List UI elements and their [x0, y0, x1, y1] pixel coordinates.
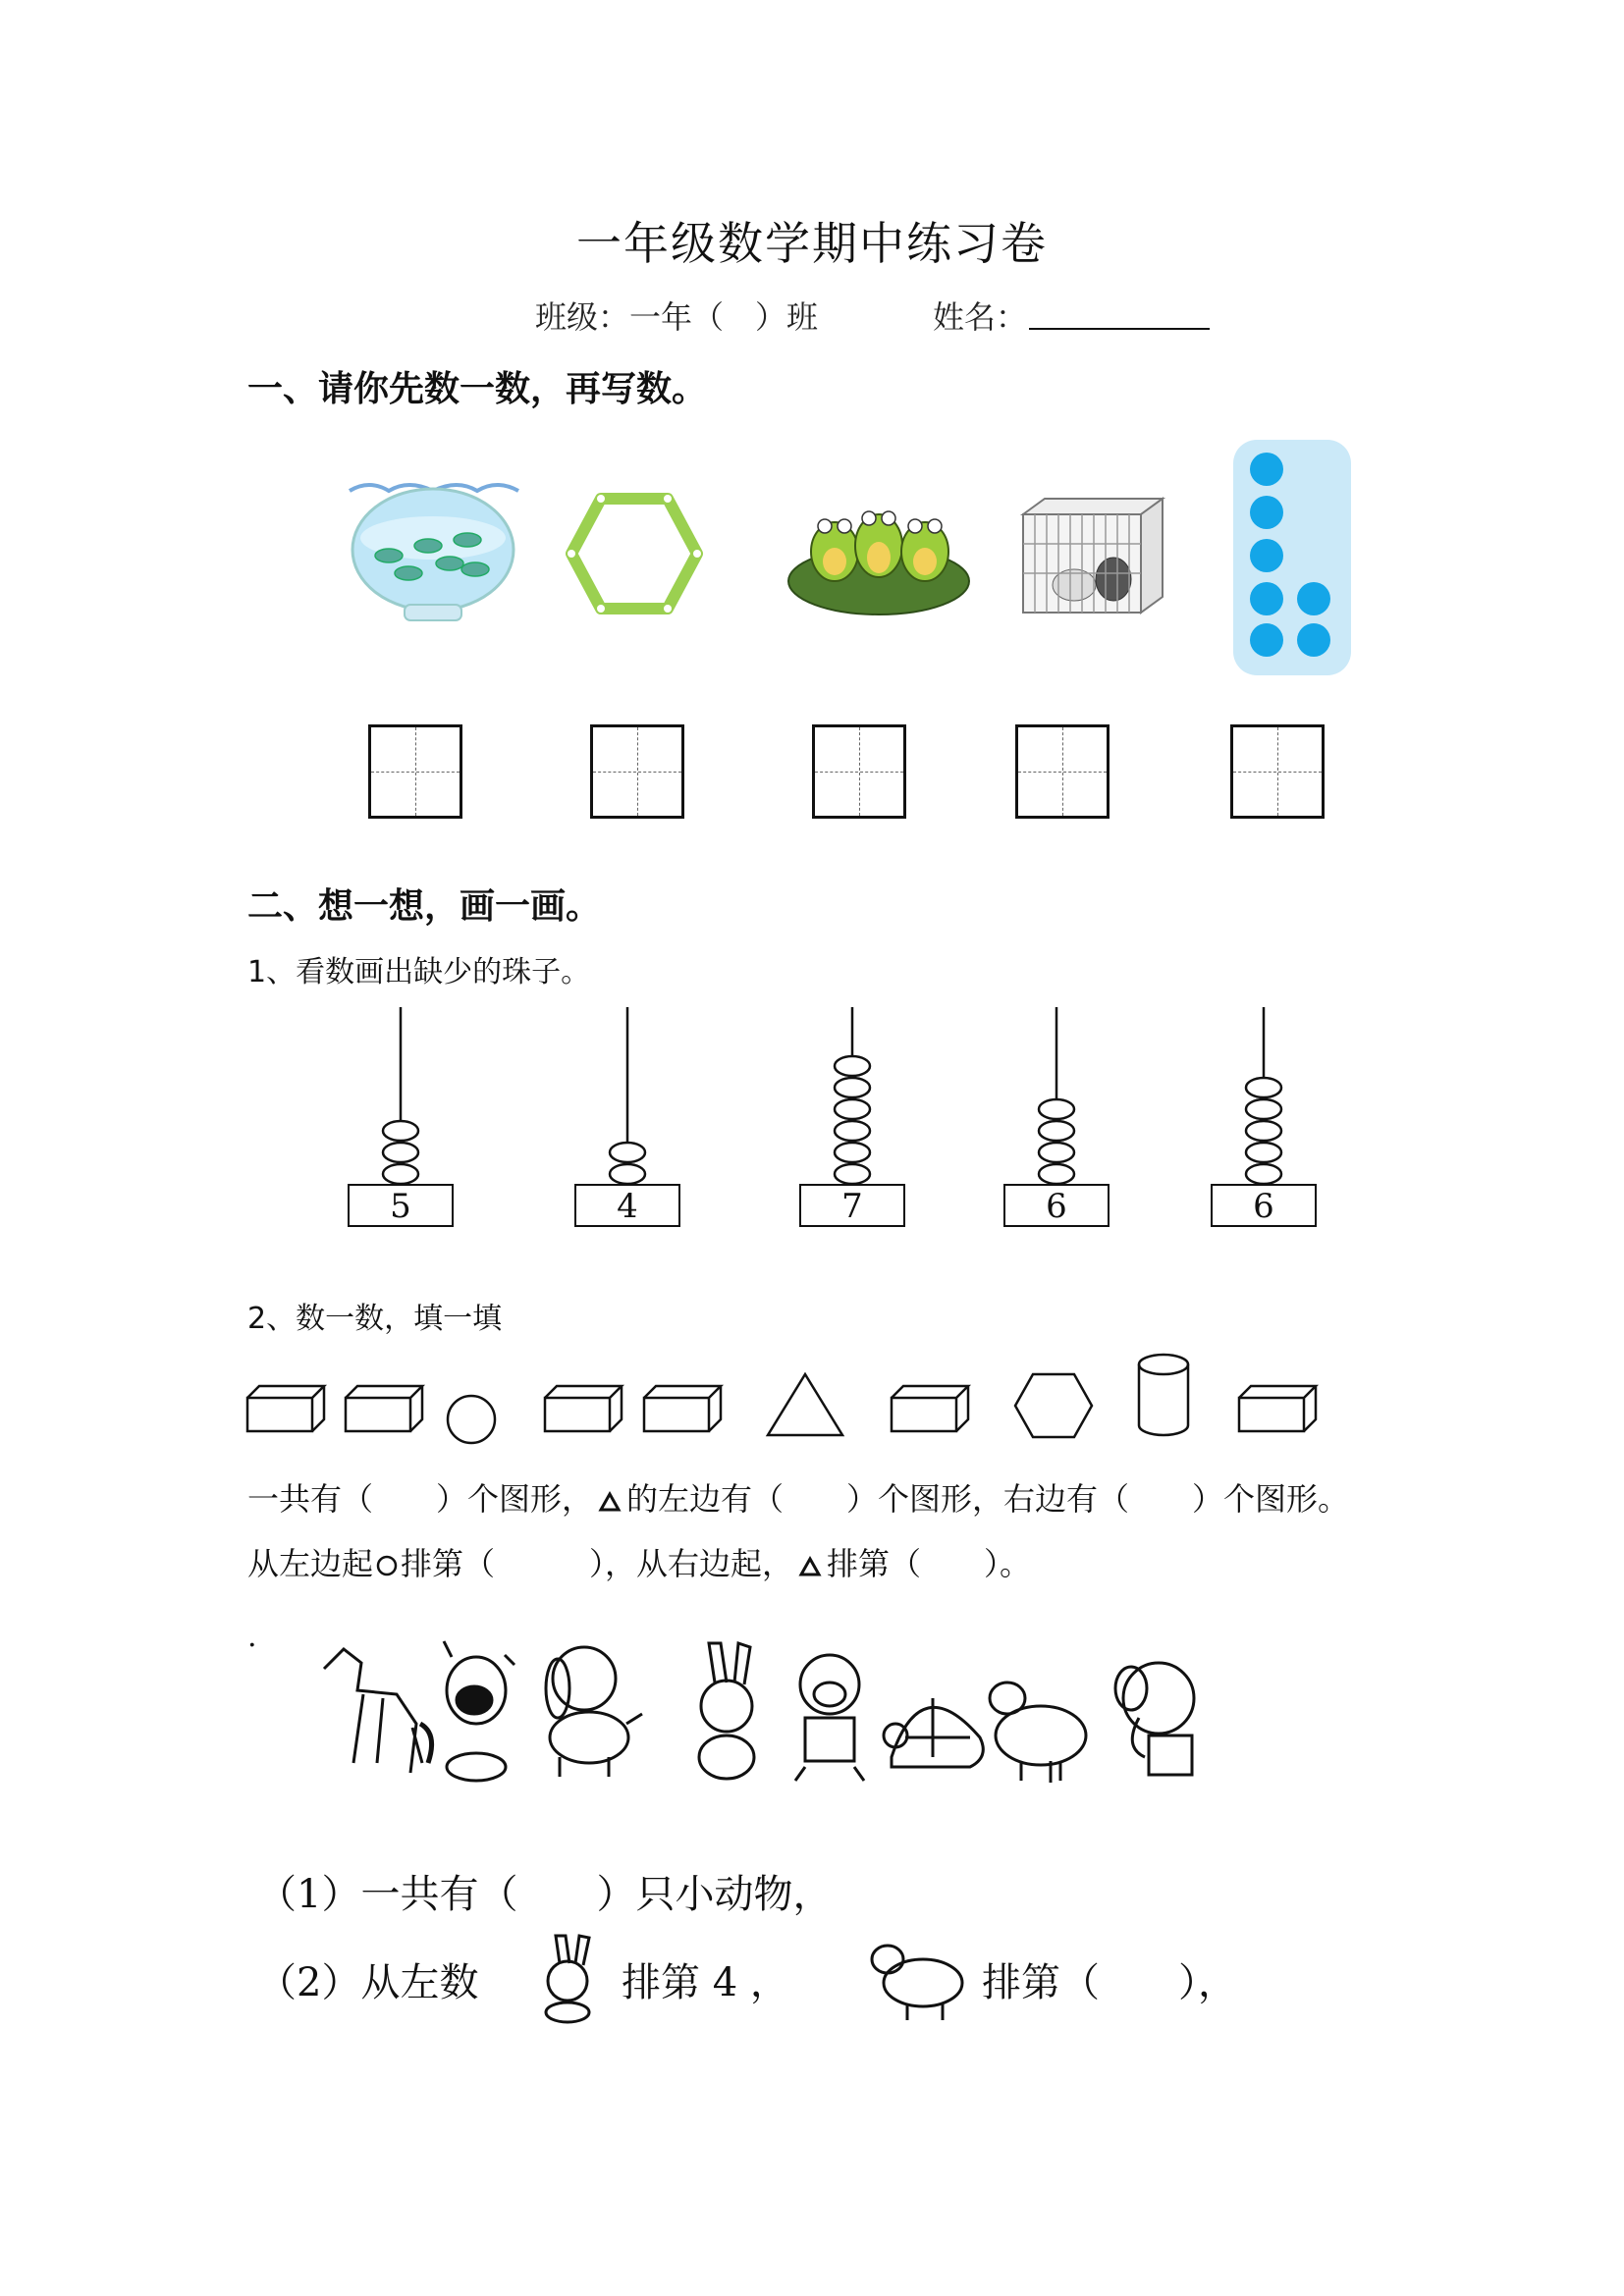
q2-line2-part-c: 排第（ ）。	[827, 1545, 1032, 1582]
triangle-icon	[799, 1557, 821, 1576]
abacus-bead	[1246, 1121, 1281, 1141]
hexagon-shape	[1015, 1374, 1092, 1437]
animals-row	[295, 1629, 1276, 1796]
abacus-number-4: 6	[1003, 1184, 1110, 1227]
abacus-bead	[1246, 1099, 1281, 1119]
abacus-bead	[835, 1164, 870, 1184]
abacus-bead	[835, 1099, 870, 1119]
class-label: 班级：一年（ ）班	[535, 298, 819, 336]
abacus-bead	[1039, 1164, 1074, 1184]
q2-line1-part-b: 的左边有（ ）个图形，右边有（ ）个图形。	[626, 1480, 1350, 1518]
section1-heading: 一、请你先数一数，再写数。	[247, 369, 708, 409]
cuboid-shape-4	[644, 1386, 721, 1431]
turtle-icon	[884, 1698, 983, 1767]
abacus-bead	[610, 1164, 645, 1184]
rabbit-icon	[699, 1643, 754, 1779]
abacus-bead	[383, 1143, 418, 1162]
rabbit-icon	[520, 1930, 615, 2024]
elephant-icon	[1115, 1663, 1194, 1775]
abacus-bead	[835, 1143, 870, 1162]
cuboid-shape-6	[1239, 1386, 1316, 1431]
page-title: 一年级数学期中练习卷	[576, 217, 1048, 270]
abacus-bead	[1246, 1078, 1281, 1097]
q2-line2	[247, 1539, 1031, 1584]
abacus-bead	[1246, 1164, 1281, 1184]
shapes-row	[0, 1345, 1624, 1453]
triangle-shape	[768, 1374, 842, 1435]
cuboid-shape-1	[247, 1386, 324, 1431]
cylinder-shape	[1139, 1355, 1188, 1435]
sheep-icon	[990, 1682, 1086, 1783]
cuboid-shape-5	[892, 1386, 968, 1431]
abacus-bead	[1039, 1099, 1074, 1119]
abacus-bead	[1246, 1143, 1281, 1162]
section2-heading: 二、想一想，画一画。	[247, 886, 602, 927]
abacus-bead	[835, 1056, 870, 1076]
abacus-bead	[610, 1143, 645, 1162]
circle-shape	[448, 1396, 495, 1443]
frog-icon	[444, 1641, 514, 1781]
abacus-bead	[383, 1121, 418, 1141]
abacus-bead	[835, 1078, 870, 1097]
abacus-bead	[383, 1164, 418, 1184]
sheep-icon	[864, 1930, 972, 2024]
horse-icon	[324, 1649, 432, 1773]
animal-q1: （1）一共有（ ）只小动物，	[257, 1872, 833, 1917]
abacus-number-2: 4	[574, 1184, 680, 1227]
q2-line2-part-b: 排第（ ），从右边起，	[401, 1545, 794, 1582]
dog-icon	[546, 1647, 642, 1777]
monkey-icon	[795, 1655, 864, 1781]
animal-q2-part-c: 排第（ ），	[982, 1960, 1237, 2005]
q2-instruction: 2、数一数，填一填	[247, 1302, 503, 1336]
cuboid-shape-3	[545, 1386, 622, 1431]
animal-q2-part-b: 排第 4 ，	[622, 1960, 789, 2005]
triangle-icon	[599, 1492, 621, 1512]
stray-dot: .	[247, 1620, 257, 1654]
abacus-bead	[1039, 1121, 1074, 1141]
name-label: 姓名：	[933, 298, 1028, 336]
abacus-number-3: 7	[799, 1184, 905, 1227]
abacus-number-1: 5	[348, 1184, 454, 1227]
q2-line1	[247, 1474, 1349, 1520]
animal-q2-part-a: （2）从左数	[257, 1960, 479, 2005]
abacus-bead	[1039, 1143, 1074, 1162]
cuboid-shape-2	[346, 1386, 422, 1431]
q1-instruction: 1、看数画出缺少的珠子。	[247, 955, 591, 989]
abacus-number-5: 6	[1211, 1184, 1317, 1227]
abacus-bead	[835, 1121, 870, 1141]
circle-icon	[375, 1554, 399, 1577]
q2-line1-part-a: 一共有（ ）个图形，	[247, 1480, 594, 1518]
q2-line2-part-a: 从左边起	[247, 1545, 374, 1582]
